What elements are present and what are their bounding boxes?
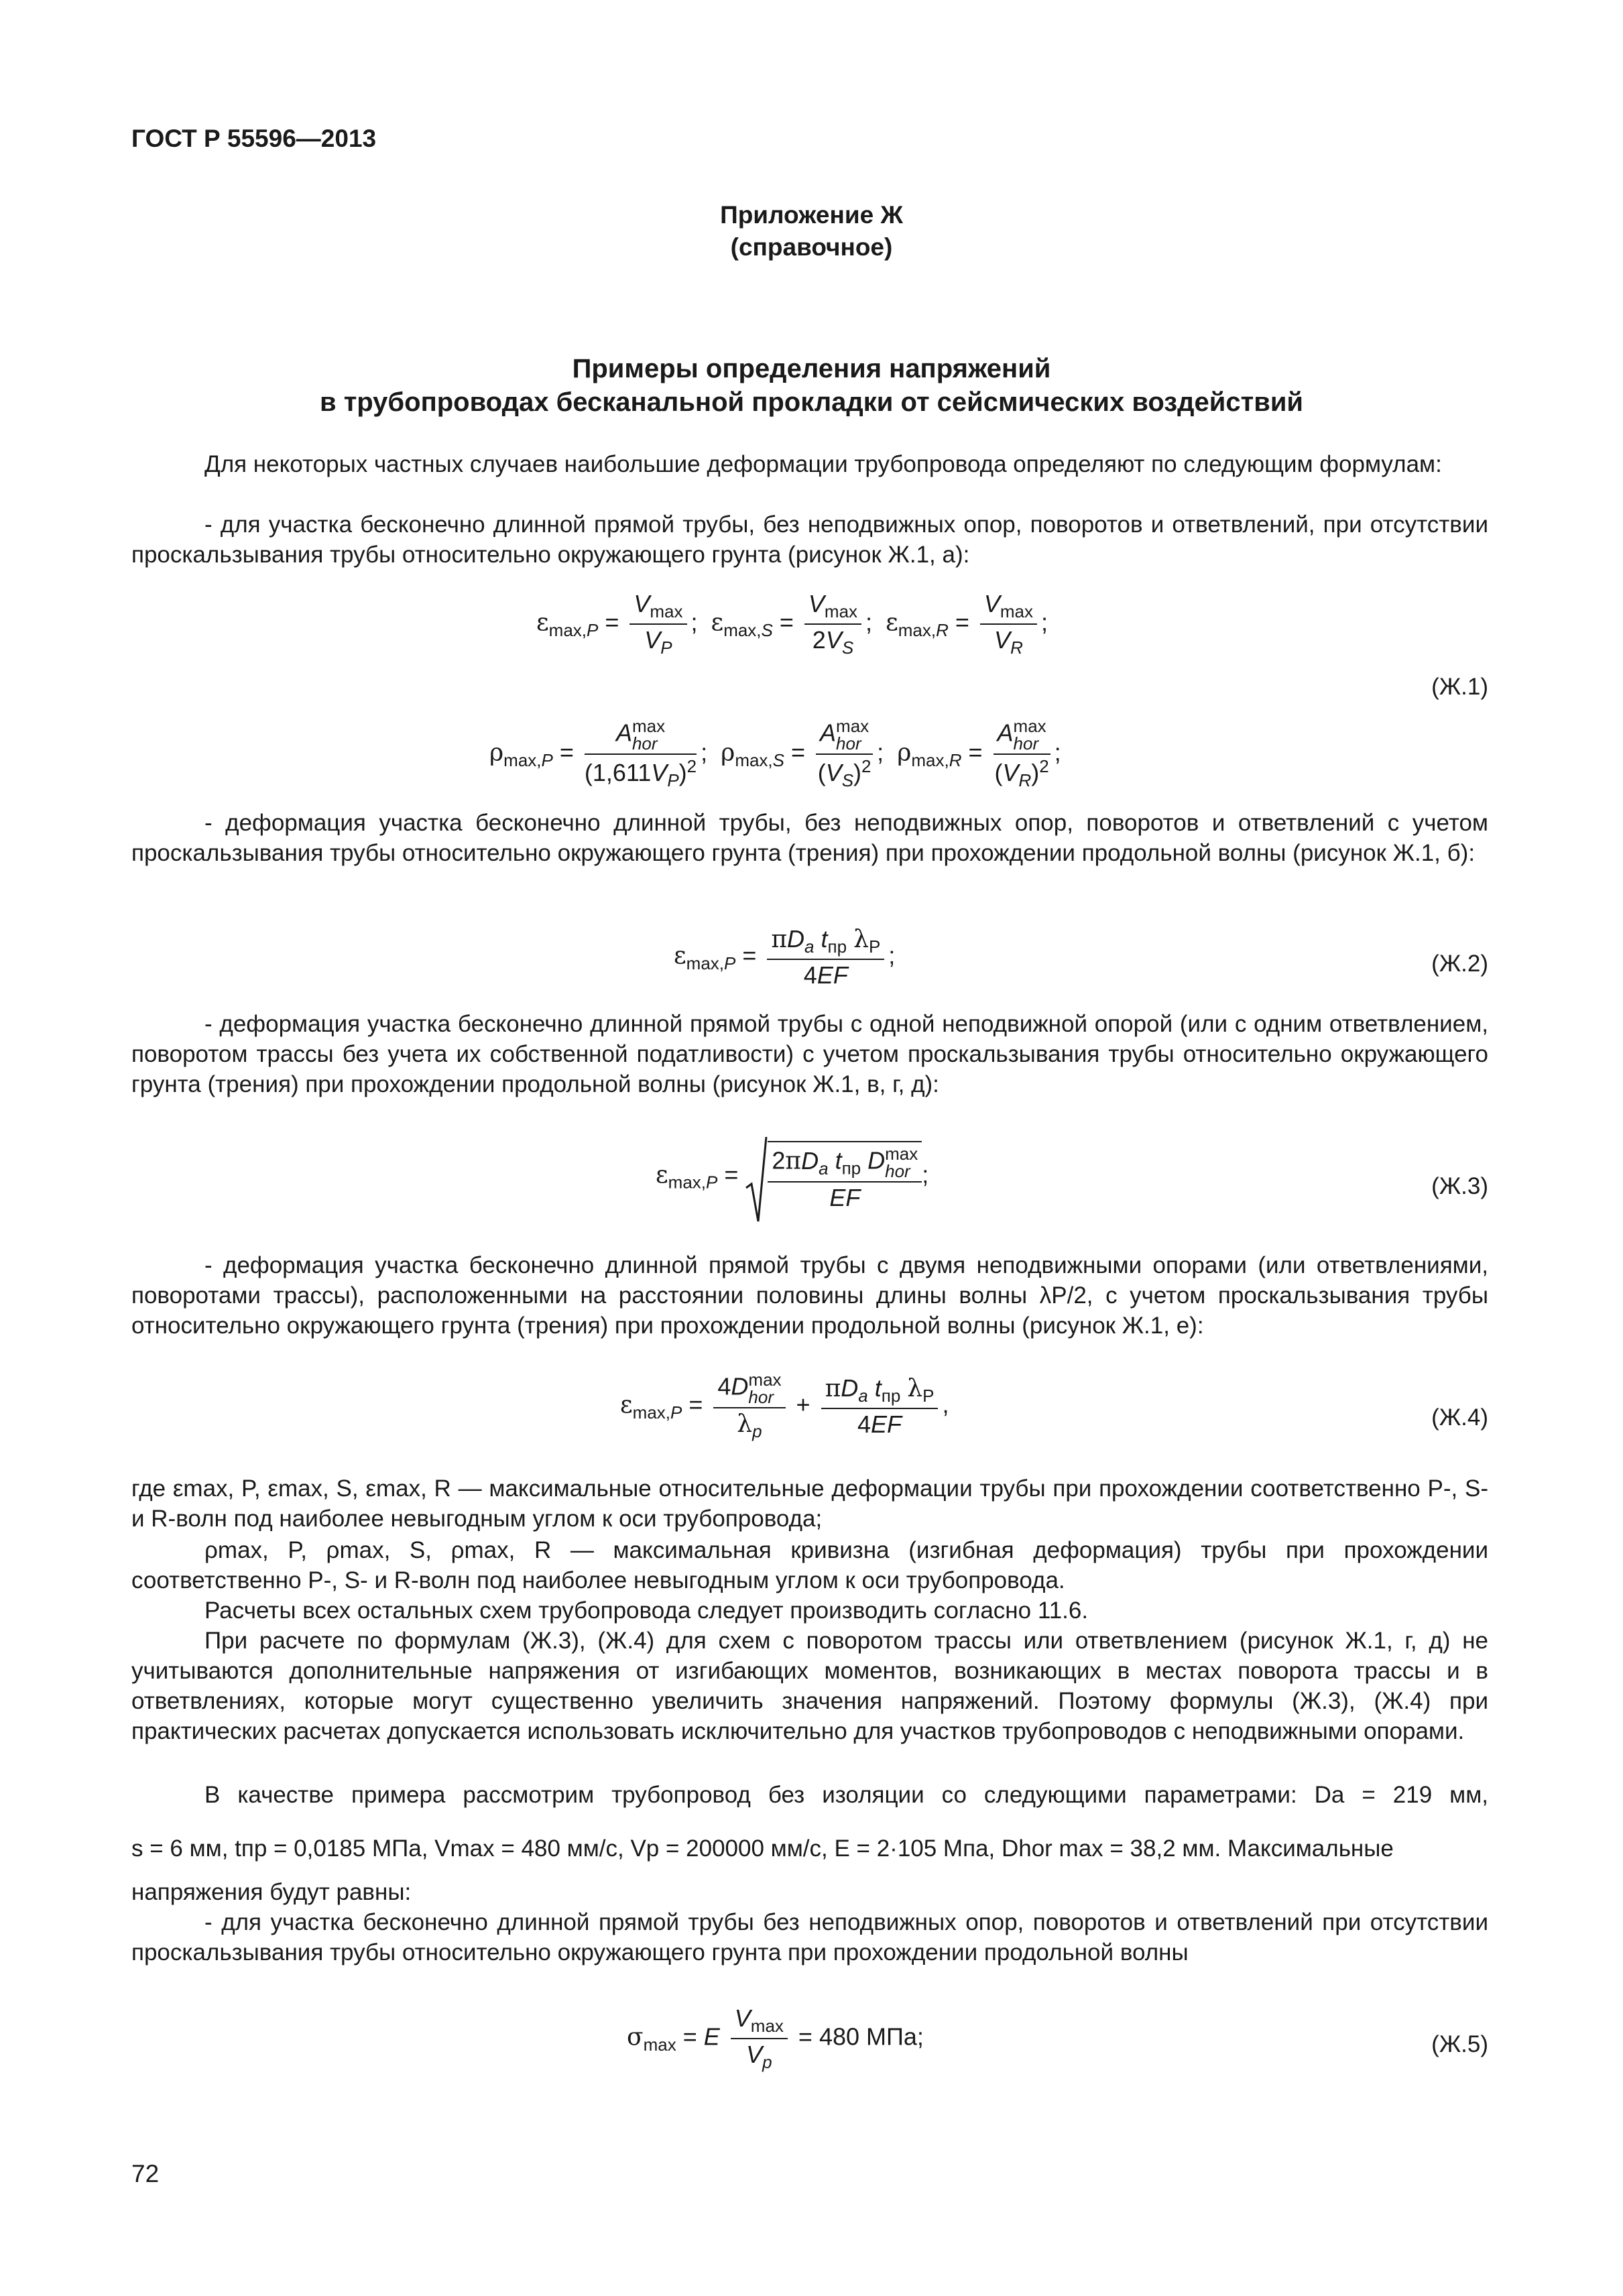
formula-zh4: $\varepsilon_{max,P}$ = 4Dmax hor $\lambda_p$ + $\pi D_a$ $t_{пр}$ $\lambda_P$ 4EF , [620,1370,949,1442]
equation-number-zh2: (Ж.2) [1431,951,1488,977]
sigma-result: = 480 МПа; [798,2022,924,2051]
formula-rho-set: $\rho_{max,P}$ = Amax hor $(1,611V_P)^2$ ; $\rho_{max,S}$ = Amax hor $(V_S)^2$ ; $\rho_{max,R}$ = Amax hor $(V_R)^2$ ; [489,716,1061,791]
formula-epsilon-set: $\varepsilon_{max,P}$ = $V_{max}$ $V_P$ ; $\varepsilon_{max,S}$ = $V_{max}$ $2V_S$ ; $\varepsilon_{max,R}$ = $V_{max}$ $V_R$ ; [536,590,1048,658]
equation-number-zh5: (Ж.5) [1431,2031,1488,2057]
where-epsilon-paragraph: где εmax, P, εmax, S, εmax, R — максимальные относительные деформации трубы при прохождении соответственно P-, S- и R-волн под наиболее невыгодным углом к оси трубопровода; [131,1475,1488,1532]
case2-paragraph: - деформация участка бесконечно длинной трубы, без неподвижных опор, поворотов и ответвлений с учетом проскальзывания трубы относительно окружающего грунта (трения) при прохождении продольной волны (рисунок Ж.1, б): [131,810,1488,866]
formula-zh3: $\varepsilon_{max,P}$ = $2\pi D_a$ $t_{пр}$ Dmax hor EF ; [656,1141,928,1212]
example-line-c: напряжения будут равны: [131,1879,412,1905]
example-line-a: В качестве примера рассмотрим трубопровод без изоляции со следующими параметрами: Da = 219 мм, [204,1782,1488,1808]
appendix-subtitle: (справочное) [730,233,893,261]
case5-paragraph: - для участка бесконечно длинной прямой трубы без неподвижных опор, поворотов и ответвлений при отсутствии проскальзывания трубы относительно окружающего грунта при прохождении продольной волны [131,1909,1488,1966]
page-number: 72 [131,2160,160,2187]
example-line-b: s = 6 мм, tпр = 0,0185 МПа, Vmax = 480 мм/с, Vp = 200000 мм/с, E = 2·105 Мпа, Dhor max = 38,2 мм. Максимальные [131,1835,1394,1862]
other-schemes-paragraph: Расчеты всех остальных схем трубопровода следует производить согласно 11.6. [204,1597,1089,1624]
case3-paragraph: - деформация участка бесконечно длинной прямой трубы с одной неподвижной опорой (или с одним ответвлением, поворотом трассы без учета их собственной податливости) с учетом проскальзывания трубы относительно окружающего грунта (трения) при прохождении продольной волны (рисунок Ж.1, в, г, д): [131,1011,1488,1097]
where-rho-paragraph: ρmax, P, ρmax, S, ρmax, R — максимальная кривизна (изгибная деформация) трубы при прохождении соответственно P-, S- и R-волн под наиболее невыгодным углом к оси трубопровода. [131,1537,1488,1593]
section-heading-line1: Примеры определения напряжений [572,354,1051,383]
case1-paragraph: - для участка бесконечно длинной прямой трубы, без неподвижных опор, поворотов и ответвлений, при отсутствии проскальзывания трубы относительно окружающего грунта (рисунок Ж.1, а): [131,511,1488,568]
case4-paragraph: - деформация участка бесконечно длинной прямой трубы с двумя неподвижными опорами (или ответвлениями, поворотами трассы), расположенными на расстоянии половины длины волны λP/2, с учетом проскальзывания трубы относительно окружающего грунта (трения) при прохождении продольной волны (рисунок Ж.1, е): [131,1252,1488,1339]
equation-number-zh3: (Ж.3) [1431,1173,1488,1199]
note-paragraph: При расчете по формулам (Ж.3), (Ж.4) для схем с поворотом трассы или ответвлением (рисунок Ж.1, г, д) не учитываются дополнительные напряжения от изгибающих моментов, возникающих в местах поворота трассы и в ответвлениях, которые могут существенно увеличить значения напряжений. Поэтому формулы (Ж.3), (Ж.4) при практических расчетах допускается использовать исключительно для участков трубопроводов с неподвижными опорами. [131,1628,1488,1744]
formula-zh5: $\sigma_{max} = E$ $V_{max}$ $V_p$ = 480 МПа; [627,2004,924,2073]
equation-number-zh1: (Ж.1) [1431,674,1488,700]
equation-number-zh4: (Ж.4) [1431,1404,1488,1431]
appendix-title: Приложение Ж [720,201,903,229]
formula-zh2: $\varepsilon_{max,P}$ = $\pi D_a$ $t_{пр}$ $\lambda_P$ 4EF ; [674,925,896,989]
standard-code: ГОСТ Р 55596—2013 [131,125,377,152]
section-heading-line2: в трубопроводах бесканальной прокладки от сейсмических воздействий [319,387,1303,417]
intro-paragraph: Для некоторых частных случаев наибольшие деформации трубопровода определяют по следующим формулам: [204,451,1442,477]
